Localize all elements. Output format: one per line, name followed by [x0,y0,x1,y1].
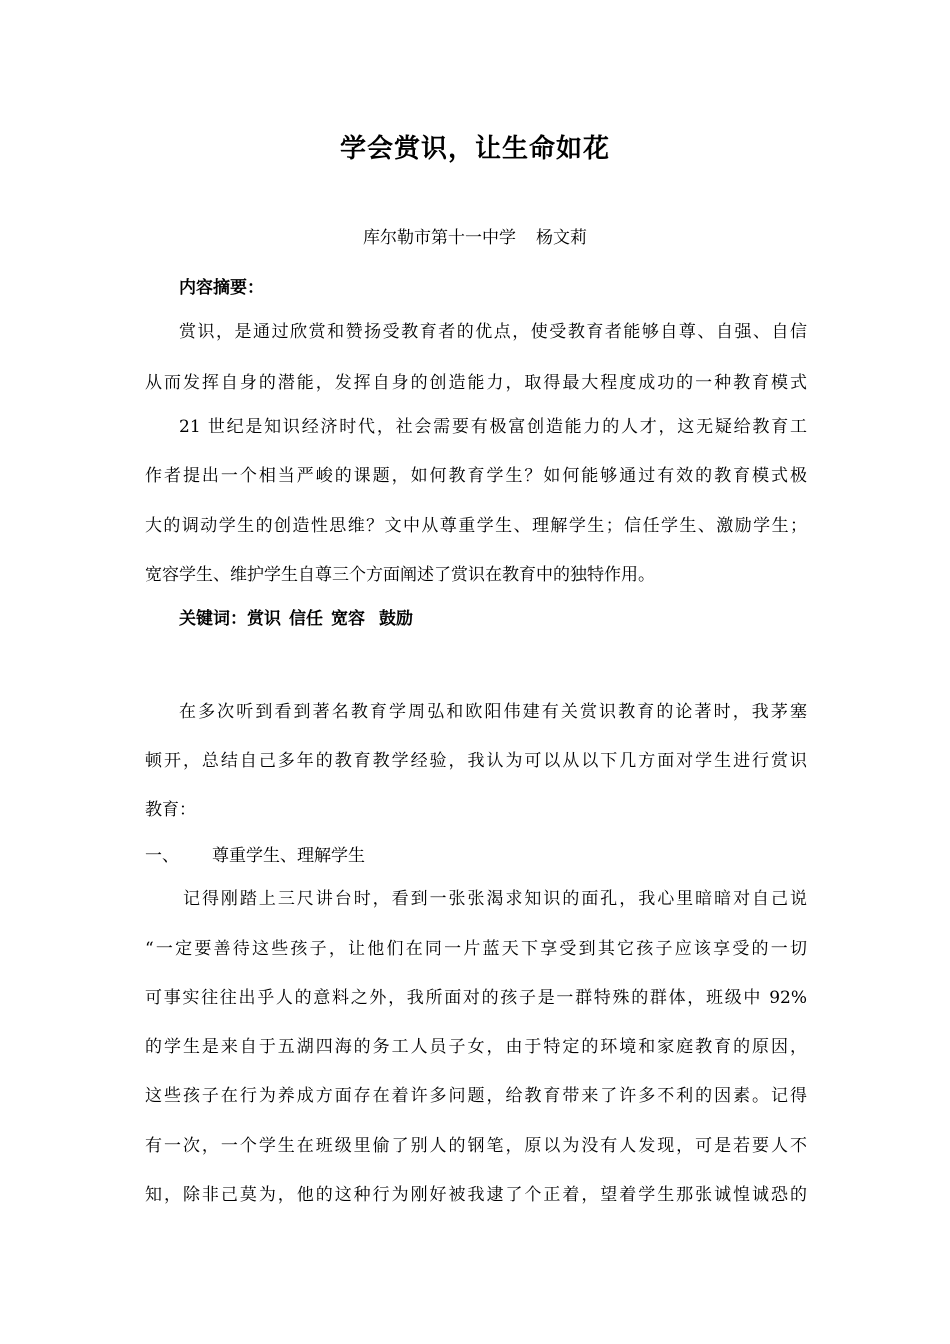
abstract-line: 赏识，是通过欣赏和赞扬受教育者的优点，使受教育者能够自尊、自强、自信 [179,322,807,342]
abstract-line: 宽容学生、维护学生自尊三个方面阐述了赏识在教育中的独特作用。 [145,565,655,585]
keyword: 宽容 [331,609,365,629]
intro-line: 在多次听到看到著名教育学周弘和欧阳伟建有关赏识教育的论著时，我茅塞 [179,702,807,722]
abstract-line: 作者提出一个相当严峻的课题，如何教育学生？如何能够通过有效的教育模式极 [145,466,807,486]
abstract-line: 从而发挥自身的潜能，发挥自身的创造能力，取得最大程度成功的一种教育模式 [145,373,807,393]
abstract-line: 大的调动学生的创造性思维？文中从尊重学生、理解学生；信任学生、激励学生； [145,516,807,536]
body-line: 知，除非己莫为，他的这种行为刚好被我逮了个正着，望着学生那张诚惶诚恐的 [145,1185,807,1205]
body-line: 这些孩子在行为养成方面存在着许多问题，给教育带来了许多不利的因素。记得 [145,1086,807,1106]
body-line: 记得刚踏上三尺讲台时，看到一张张渴求知识的面孔，我心里暗暗对自己说 [183,889,807,909]
document-title: 学会赏识，让生命如花 [339,134,610,164]
body-line: 有一次，一个学生在班级里偷了别人的钢笔，原以为没有人发现，可是若要人不 [145,1136,807,1156]
section-title: 尊重学生、理解学生 [212,846,365,866]
keyword: 信任 [289,609,323,629]
keywords-line [179,607,807,631]
abstract-line: 21 世纪是知识经济时代，社会需要有极富创造能力的人才，这无疑给教育工 [179,417,807,437]
section-number: 一、 [145,846,179,866]
author-line [0,226,950,250]
keywords-label: 关键词： [179,609,247,629]
keyword: 鼓励 [379,609,413,629]
author-name: 杨文莉 [536,228,587,248]
body-line: 的学生是来自于五湖四海的务工人员子女，由于特定的环境和家庭教育的原因， [145,1037,807,1057]
keyword: 赏识 [247,609,281,629]
author-school: 库尔勒市第十一中学 [363,228,516,248]
body-line: 可事实往往出乎人的意料之外，我所面对的孩子是一群特殊的群体，班级中 92% [145,988,807,1008]
abstract-label: 内容摘要： [179,278,264,298]
intro-line: 教育： [145,800,196,820]
section-heading [145,844,807,868]
intro-line: 顿开，总结自己多年的教育教学经验，我认为可以从以下几方面对学生进行赏识 [145,751,807,771]
body-line: “一定要善待这些孩子，让他们在同一片蓝天下享受到其它孩子应该享受的一切 [145,939,807,959]
